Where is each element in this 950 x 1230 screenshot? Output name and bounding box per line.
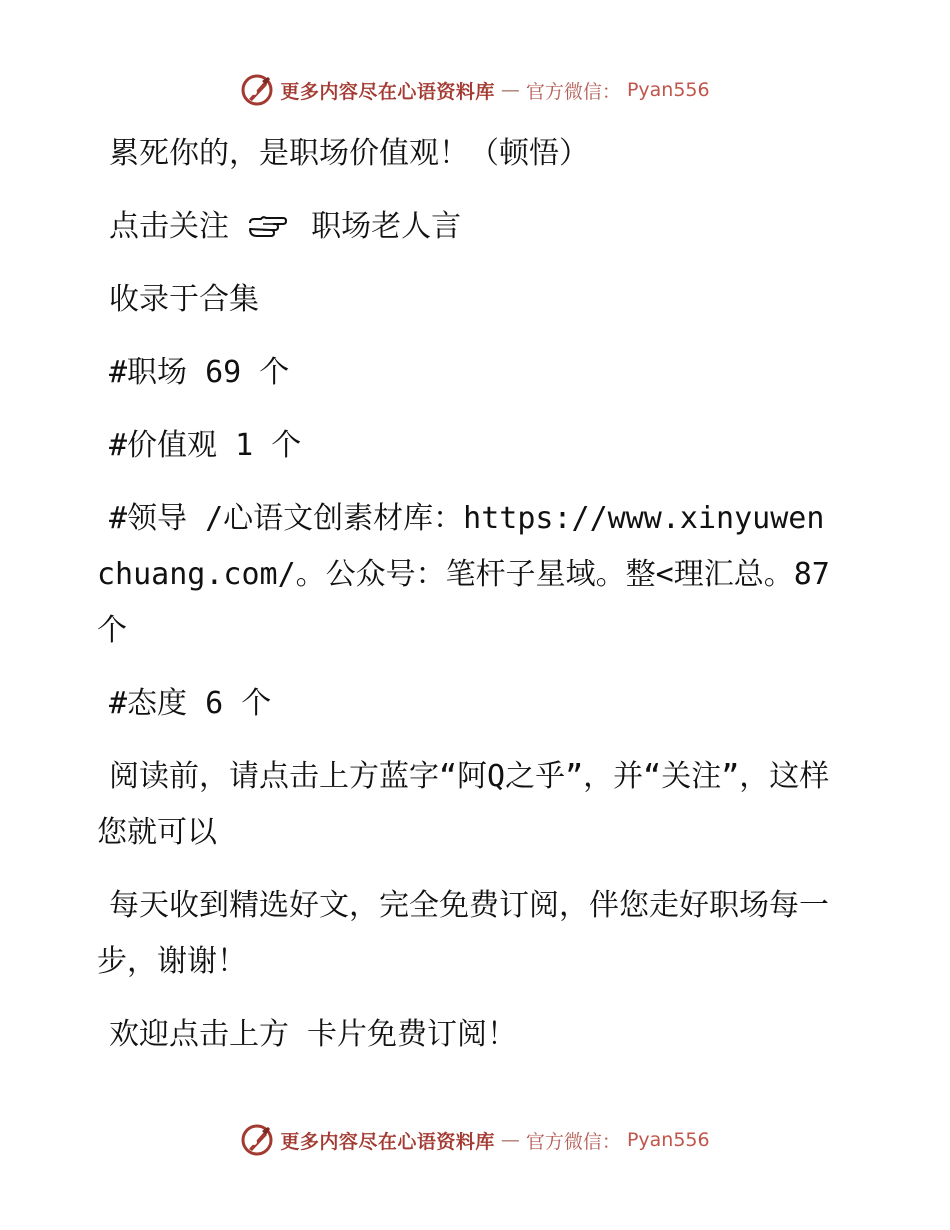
tag-leader: #领导 /心语文创素材库：https://www.xinyuwenchuang.com/。公众号：笔杆子星域。整<理汇总。87 个: [97, 501, 830, 648]
footer-banner: [0, 1122, 950, 1158]
daily-subscription-note: 每天收到精选好文，完全免费订阅，伴您走好职场每一步，谢谢！: [97, 888, 829, 979]
banner-title: 更多内容尽在心语资料库: [280, 80, 495, 103]
tag-values: #价值观 1 个: [109, 428, 302, 463]
follow-line: [97, 199, 837, 255]
article-body: [97, 126, 837, 1080]
footer-banner-separator: —: [500, 1129, 520, 1151]
follow-account-name: 职场老人言: [311, 209, 462, 244]
footer-banner-inner: [240, 1123, 709, 1157]
banner-inner: [240, 73, 709, 107]
read-before-note: 阅读前，请点击上方蓝字“阿Q之乎”，并“关注”，这样您就可以: [97, 759, 830, 850]
article-title: 累死你的，是职场价值观！（顿悟）: [109, 136, 589, 171]
footer-banner-wechat-label: 官方微信：: [525, 1130, 621, 1153]
pointing-hand-icon: [247, 213, 287, 239]
header-banner: [0, 72, 950, 108]
tag-workplace: #职场 69 个: [109, 355, 290, 390]
pen-logo-icon: [240, 1123, 274, 1157]
collection-label: 收录于合集: [109, 282, 259, 317]
banner-wechat-id: Pyan556: [626, 79, 710, 101]
footer-banner-title: 更多内容尽在心语资料库: [280, 1130, 495, 1153]
pen-logo-icon: [240, 73, 274, 107]
tag-attitude: #态度 6 个: [109, 686, 272, 721]
footer-banner-wechat-id: Pyan556: [626, 1129, 710, 1151]
follow-prefix: 点击关注: [109, 209, 229, 244]
welcome-note: 欢迎点击上方 卡片免费订阅！: [109, 1017, 518, 1052]
banner-separator: —: [500, 79, 520, 101]
banner-wechat-label: 官方微信：: [525, 80, 621, 103]
